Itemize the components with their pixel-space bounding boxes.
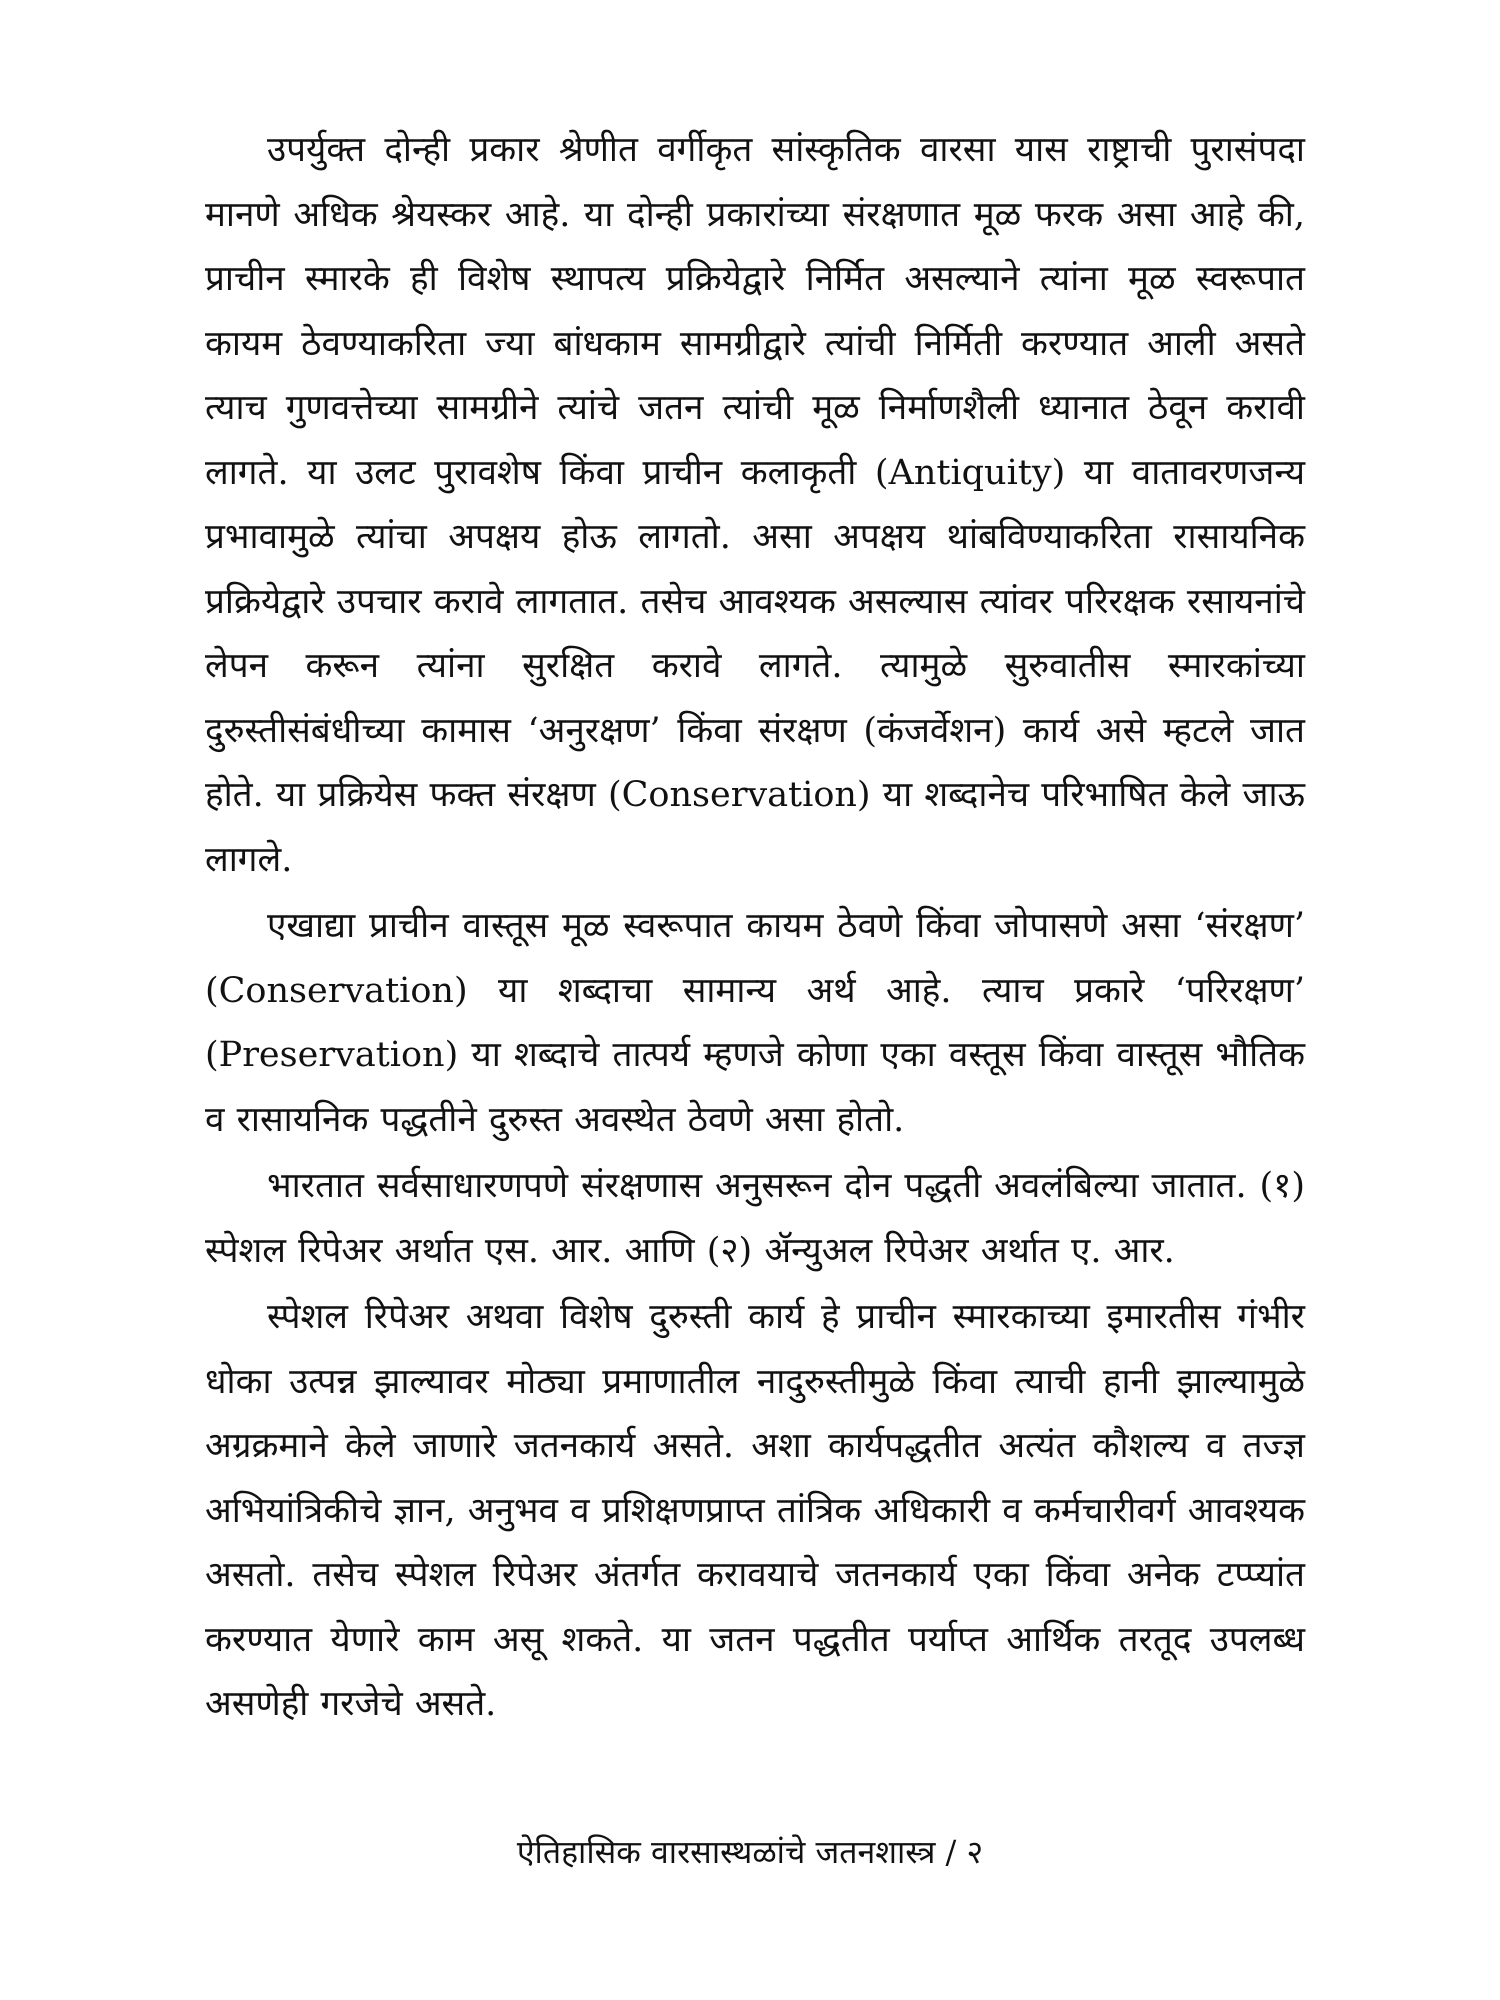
footer-page-number: २ [966, 1833, 984, 1871]
footer-separator: / [945, 1833, 957, 1871]
page-footer [0, 1830, 1500, 1874]
paragraph-conservation-methods: भारतात सर्वसाधारणपणे संरक्षणास अनुसरून दोन पद्धती अवलंबिल्या जातात. (१) स्पेशल रिपेअर अर्थात एस. आर. आणि (२) ॲन्युअल रिपेअर अर्थात ए. आर. [205, 1166, 1305, 1271]
page-body [205, 118, 1305, 1737]
paragraph-conservation-definition: एखाद्या प्राचीन वास्तूस मूळ स्वरूपात कायम ठेवणे किंवा जोपासणे असा ‘संरक्षण’ (Conservation) या शब्दाचा सामान्य अर्थ आहे. त्याच प्रकारे ‘परिरक्षण’ (Preservation) या शब्दाचे तात्पर्य म्हणजे कोणा एका वस्तूस किंवा वास्तूस भौतिक व रासायनिक पद्धतीने दुरुस्त अवस्थेत ठेवणे असा होतो. [205, 906, 1305, 1140]
paragraph-heritage-classification: उपर्युक्त दोन्ही प्रकार श्रेणीत वर्गीकृत सांस्कृतिक वारसा यास राष्ट्राची पुरासंपदा मानणे अधिक श्रेयस्कर आहे. या दोन्ही प्रकारांच्या संरक्षणात मूळ फरक असा आहे की, प्राचीन स्मारके ही विशेष स्थापत्य प्रक्रियेद्वारे निर्मित असल्याने त्यांना मूळ स्वरूपात कायम ठेवण्याकरिता ज्या बांधकाम सामग्रीद्वारे त्यांची निर्मिती करण्यात आली असते त्याच गुणवत्तेच्या सामग्रीने त्यांचे जतन त्यांची मूळ निर्माणशैली ध्यानात ठेवून करावी लागते. या उलट पुरावशेष किंवा प्राचीन कलाकृती (Antiquity) या वातावरणजन्य प्रभावामुळे त्यांचा अपक्षय होऊ लागतो. असा अपक्षय थांबविण्याकरिता रासायनिक प्रक्रियेद्वारे उपचार करावे लागतात. तसेच आवश्यक असल्यास त्यांवर परिरक्षक रसायनांचे लेपन करून त्यांना सुरक्षित करावे लागते. त्यामुळे सुरुवातीस स्मारकांच्या दुरुस्तीसंबंधीच्या कामास ‘अनुरक्षण’ किंवा संरक्षण (कंजर्वेशन) कार्य असे म्हटले जात होते. या प्रक्रियेस फक्त संरक्षण (Conservation) या शब्दानेच परिभाषित केले जाऊ लागले. [205, 130, 1305, 880]
paragraph-special-repair: स्पेशल रिपेअर अथवा विशेष दुरुस्ती कार्य हे प्राचीन स्मारकाच्या इमारतीस गंभीर धोका उत्पन्न झाल्यावर मोठ्या प्रमाणातील नादुरुस्तीमुळे किंवा त्याची हानी झाल्यामुळे अग्रक्रमाने केले जाणारे जतनकार्य असते. अशा कार्यपद्धतीत अत्यंत कौशल्य व तज्ज्ञ अभियांत्रिकीचे ज्ञान, अनुभव व प्रशिक्षणप्राप्त तांत्रिक अधिकारी व कर्मचारीवर्ग आवश्यक असतो. तसेच स्पेशल रिपेअर अंतर्गत करावयाचे जतनकार्य एका किंवा अनेक टप्प्यांत करण्यात येणारे काम असू शकते. या जतन पद्धतीत पर्याप्त आर्थिक तरतूद उपलब्ध असणेही गरजेचे असते. [205, 1297, 1305, 1724]
footer-book-title: ऐतिहासिक वारसास्थळांचे जतनशास्त्र [516, 1833, 936, 1871]
